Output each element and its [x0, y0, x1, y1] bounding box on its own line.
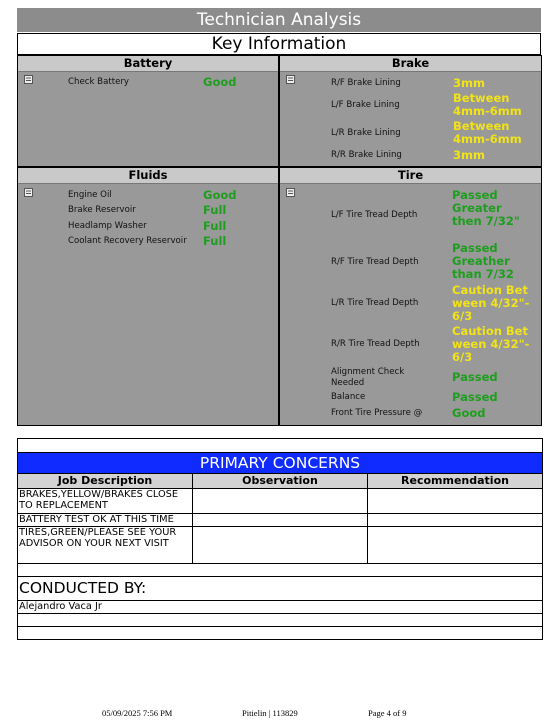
- fluids-engine-oil-value: Good: [203, 188, 237, 202]
- blank-row: [18, 627, 543, 640]
- page-title: Technician Analysis: [17, 8, 541, 32]
- brake-rf-label: R/F Brake Lining: [331, 78, 401, 88]
- battery-value: Good: [203, 75, 237, 89]
- tire-lr-label: L/R Tire Tread Depth: [331, 298, 419, 308]
- blank-row: [18, 614, 543, 627]
- recommendation-cell: [368, 514, 543, 527]
- spacer-row: [18, 439, 543, 453]
- brake-rr-label: R/R Brake Lining: [331, 150, 402, 160]
- tire-lr-value: Caution Between 4/32"-6/3: [452, 283, 530, 323]
- key-information-heading: Key Information: [17, 33, 541, 55]
- document-icon: [286, 75, 295, 84]
- recommendation-cell: [368, 489, 543, 514]
- tire-heading: Tire: [280, 168, 541, 184]
- primary-concerns-table: [17, 438, 543, 640]
- fluids-panel: [17, 167, 279, 426]
- observation-cell: [193, 514, 368, 527]
- fluids-coolant-label: Coolant Recovery Reservoir: [68, 236, 187, 246]
- tire-rr-value: Caution Between 4/32"-6/3: [452, 324, 530, 364]
- primary-concerns-banner: PRIMARY CONCERNS: [18, 453, 543, 474]
- battery-panel: [17, 55, 279, 167]
- battery-label: Check Battery: [68, 77, 129, 87]
- table-row: [18, 527, 543, 564]
- job-description-cell: TIRES,GREEN/PLEASE SEE YOUR ADVISOR ON YOUR NEXT VISIT: [18, 527, 193, 564]
- tire-balance-value: Passed: [452, 390, 498, 404]
- tire-rr-label: R/R Tire Tread Depth: [331, 339, 420, 349]
- recommendation-cell: [368, 527, 543, 564]
- blank-row: [18, 564, 543, 577]
- tire-pressure-label: Front Tire Pressure @: [331, 408, 423, 418]
- document-icon: [24, 188, 33, 197]
- fluids-engine-oil-label: Engine Oil: [68, 190, 112, 200]
- tire-panel: [279, 167, 542, 426]
- tire-alignment-label: Alignment Check Needed: [331, 367, 405, 388]
- fluids-heading: Fluids: [18, 168, 278, 184]
- technician-name: Alejandro Vaca Jr: [18, 601, 543, 614]
- tire-balance-label: Balance: [331, 392, 366, 402]
- job-description-header: Job Description: [18, 474, 193, 489]
- table-row: [18, 489, 543, 514]
- table-row: [18, 514, 543, 527]
- footer-reference: Pitielin | 113829: [242, 708, 298, 718]
- fluids-headlamp-washer-label: Headlamp Washer: [68, 221, 147, 231]
- brake-rf-value: 3mm: [453, 76, 485, 90]
- recommendation-header: Recommendation: [368, 474, 543, 489]
- fluids-brake-reservoir-label: Brake Reservoir: [68, 205, 136, 215]
- fluids-headlamp-washer-value: Full: [203, 219, 227, 233]
- tire-rf-label: R/F Tire Tread Depth: [331, 257, 419, 267]
- observation-cell: [193, 489, 368, 514]
- fluids-coolant-value: Full: [203, 234, 227, 248]
- document-icon: [286, 188, 295, 197]
- fluids-brake-reservoir-value: Full: [203, 203, 227, 217]
- brake-lr-value: Between 4mm-6mm: [453, 119, 522, 146]
- observation-header: Observation: [193, 474, 368, 489]
- conducted-by-heading: CONDUCTED BY:: [18, 577, 543, 601]
- brake-lf-value: Between 4mm-6mm: [453, 91, 522, 118]
- brake-panel: [279, 55, 542, 167]
- brake-rr-value: 3mm: [453, 148, 485, 162]
- battery-heading: Battery: [18, 56, 278, 72]
- footer-datetime: 05/09/2025 7:56 PM: [102, 708, 173, 718]
- job-description-cell: BRAKES,YELLOW/BRAKES CLOSE TO REPLACEMENT: [18, 489, 193, 514]
- job-description-cell: BATTERY TEST OK AT THIS TIME: [18, 514, 193, 527]
- brake-lr-label: L/R Brake Lining: [331, 128, 401, 138]
- tire-lf-value: Passed Greater then 7/32": [452, 188, 520, 228]
- tire-lf-label: L/F Tire Tread Depth: [331, 210, 418, 220]
- tire-rf-value: Passed Greather than 7/32: [452, 241, 514, 281]
- brake-heading: Brake: [280, 56, 541, 72]
- footer-page-number: Page 4 of 9: [368, 708, 407, 718]
- brake-lf-label: L/F Brake Lining: [331, 100, 400, 110]
- document-icon: [24, 75, 33, 84]
- tire-alignment-value: Passed: [452, 370, 498, 384]
- observation-cell: [193, 527, 368, 564]
- tire-pressure-value: Good: [452, 406, 486, 420]
